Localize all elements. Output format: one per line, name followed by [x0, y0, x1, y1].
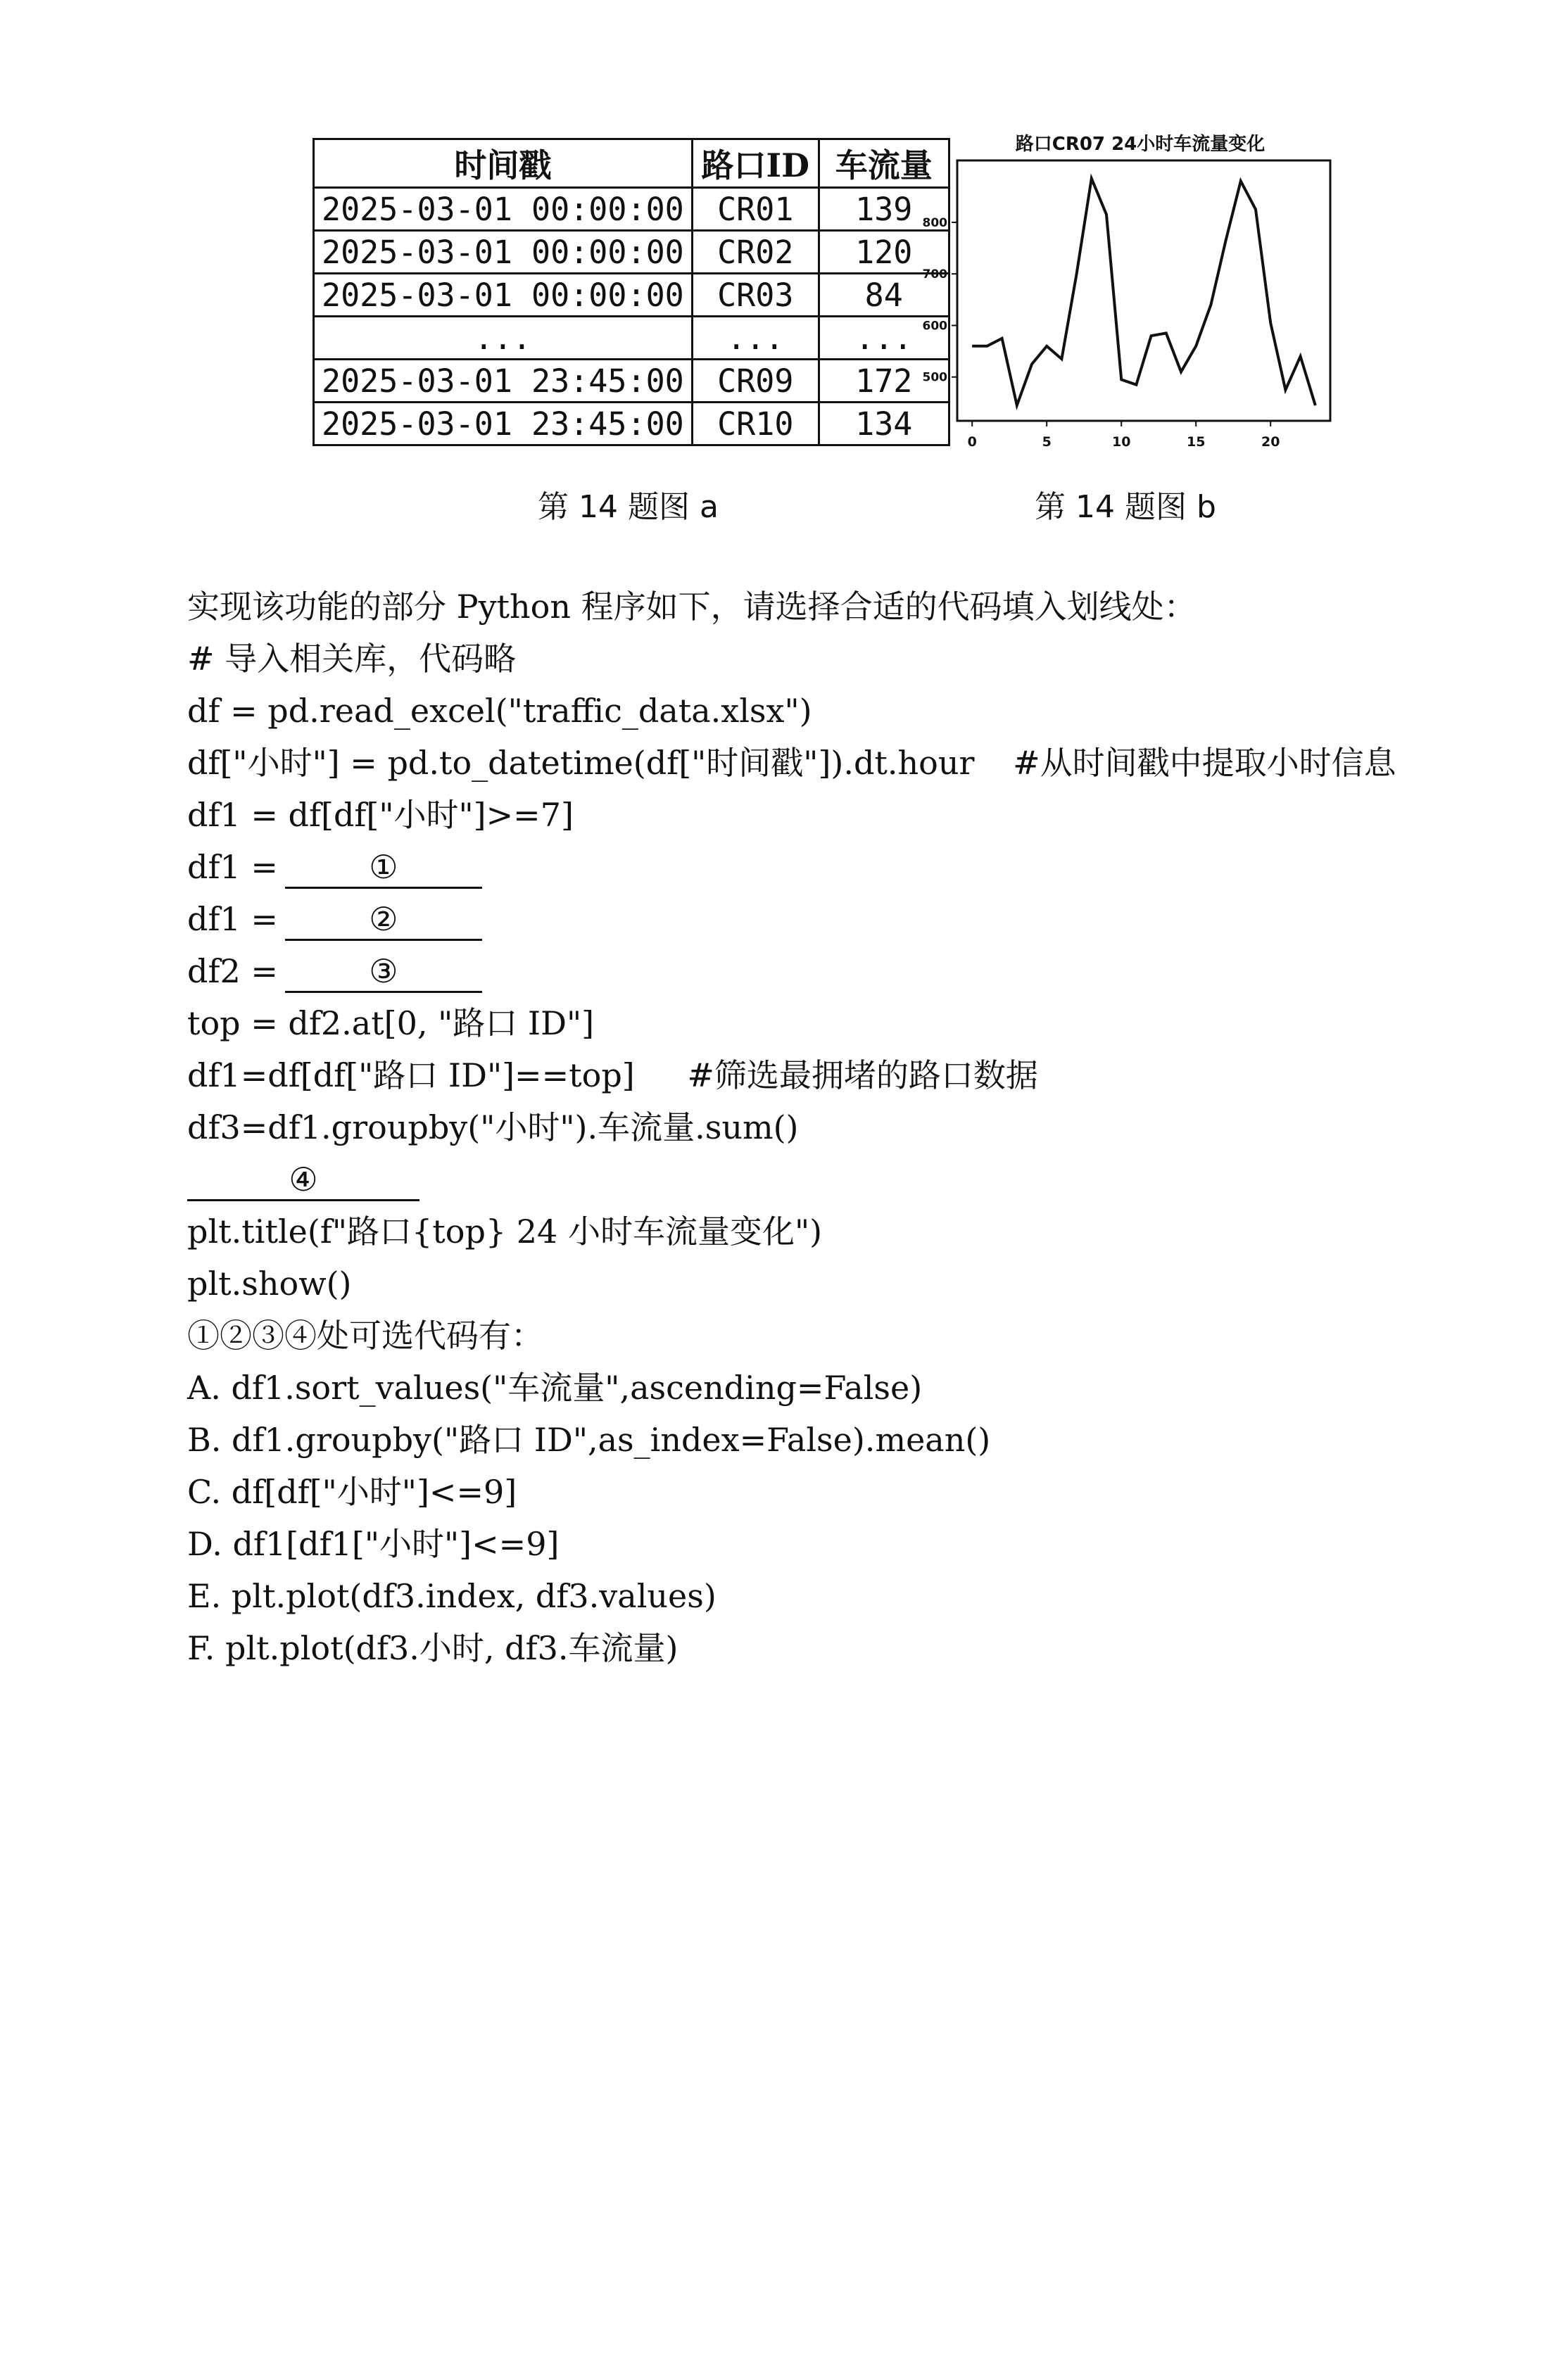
cell-intersection-id: CR02 [692, 231, 819, 274]
cell-intersection-id: CR01 [692, 188, 819, 231]
code-blank-3 [187, 950, 482, 993]
y-tick-label: 700 [922, 267, 947, 282]
cell-intersection-id: CR03 [692, 274, 819, 317]
header-intersection-id: 路口ID [692, 139, 819, 188]
header-timestamp: 时间戳 [314, 139, 693, 188]
cell-traffic-flow: 84 [819, 274, 949, 317]
table-row [314, 231, 949, 274]
table-row [314, 403, 949, 445]
option-d: D. df1[df1["小时"]<=9] [187, 1525, 560, 1563]
data-point [1270, 322, 1271, 323]
header-traffic-flow: 车流量 [819, 139, 949, 188]
chart-title: 路口CR07 24小时车流量变化 [1015, 134, 1265, 155]
code-filter-hour: df1 = df[df["小时"]>=7] [187, 796, 574, 834]
cell-traffic-flow: 120 [819, 231, 949, 274]
cell-timestamp: 2025-03-01 00:00:00 [314, 274, 693, 317]
cell-timestamp: 2025-03-01 00:00:00 [314, 231, 693, 274]
option-a: A. df1.sort_values("车流量",ascending=False) [187, 1369, 923, 1407]
cell-ellipsis: ... [692, 317, 819, 360]
code-extract-hour [187, 742, 1396, 784]
table-row [314, 274, 949, 317]
table-header-row [314, 139, 949, 188]
series-line [972, 179, 1315, 405]
x-tick-label: 20 [1261, 434, 1280, 450]
cell-traffic-flow: 139 [819, 188, 949, 231]
option-c: C. df[df["小时"]<=9] [187, 1473, 517, 1511]
code-select-comment: #筛选最拥堵的路口数据 [687, 1056, 1038, 1094]
code-plot-show: plt.show() [187, 1265, 352, 1303]
y-tick-label: 500 [922, 370, 947, 385]
code-extract-hour-comment: #从时间戳中提取小时信息 [1013, 744, 1396, 782]
code-comment-import: # 导入相关库，代码略 [187, 640, 517, 678]
traffic-line-chart [901, 131, 1351, 451]
x-tick-label: 0 [967, 434, 977, 450]
x-tick-label: 15 [1186, 434, 1206, 450]
code-select-intersection [187, 1054, 1038, 1096]
blank-3[interactable]: ③ [285, 951, 482, 993]
options-intro: ①②③④处可选代码有： [187, 1317, 543, 1355]
data-point [1091, 178, 1092, 179]
data-point [1285, 390, 1286, 391]
figure-a-caption: 第 14 题图 a [538, 489, 719, 525]
data-point [1136, 384, 1137, 385]
option-e: E. plt.plot(df3.index, df3.values) [187, 1577, 717, 1615]
blank-1-prefix: df1 = [187, 848, 278, 886]
cell-traffic-flow: 172 [819, 360, 949, 403]
code-extract-hour-statement: df["小时"] = pd.to_datetime(df["时间戳"]).dt.hour [187, 744, 975, 782]
chart-plot-frame [957, 160, 1330, 421]
data-point [1032, 364, 1033, 365]
data-point [1300, 356, 1301, 357]
data-point [1240, 181, 1241, 182]
option-b: B. df1.groupby("路口 ID",as_index=False).mean() [187, 1421, 991, 1459]
table-row-ellipsis [314, 317, 949, 360]
x-tick-label: 5 [1042, 434, 1052, 450]
code-plot-title: plt.title(f"路口{top} 24 小时车流量变化") [187, 1213, 823, 1251]
code-read-excel: df = pd.read_excel("traffic_data.xlsx") [187, 692, 812, 730]
code-blank-1 [187, 846, 482, 889]
blank-2[interactable]: ② [285, 899, 482, 941]
cell-timestamp: 2025-03-01 23:45:00 [314, 403, 693, 445]
code-top-intersection: top = df2.at[0, "路口 ID"] [187, 1004, 595, 1042]
code-select-statement: df1=df[df["路口 ID"]==top] [187, 1056, 635, 1094]
option-f: F. plt.plot(df3.小时, df3.车流量) [187, 1629, 678, 1667]
cell-intersection-id: CR09 [692, 360, 819, 403]
blank-2-prefix: df1 = [187, 900, 278, 938]
intro-text: 实现该功能的部分 Python 程序如下，请选择合适的代码填入划线处： [187, 588, 1197, 626]
y-tick-label: 800 [922, 215, 947, 230]
cell-timestamp: 2025-03-01 23:45:00 [314, 360, 693, 403]
traffic-data-table [313, 138, 950, 446]
cell-ellipsis: ... [819, 317, 949, 360]
table-row [314, 188, 949, 231]
cell-timestamp: 2025-03-01 00:00:00 [314, 188, 693, 231]
code-blank-4 [187, 1158, 419, 1201]
figure-b-caption: 第 14 题图 b [1035, 489, 1216, 525]
cell-intersection-id: CR10 [692, 403, 819, 445]
x-tick-label: 10 [1111, 434, 1131, 450]
data-point [1061, 359, 1062, 360]
data-point [1121, 379, 1122, 380]
code-groupby-hour: df3=df1.groupby("小时").车流量.sum() [187, 1108, 799, 1146]
code-blank-2 [187, 898, 482, 941]
table-row [314, 360, 949, 403]
data-point [1016, 405, 1017, 406]
data-point [1106, 214, 1107, 215]
blank-4[interactable]: ④ [187, 1160, 419, 1201]
blank-3-prefix: df2 = [187, 952, 278, 990]
blank-1[interactable]: ① [285, 847, 482, 889]
cell-ellipsis: ... [314, 317, 693, 360]
data-point [1225, 240, 1226, 241]
cell-traffic-flow: 134 [819, 403, 949, 445]
y-tick-label: 600 [922, 319, 947, 334]
